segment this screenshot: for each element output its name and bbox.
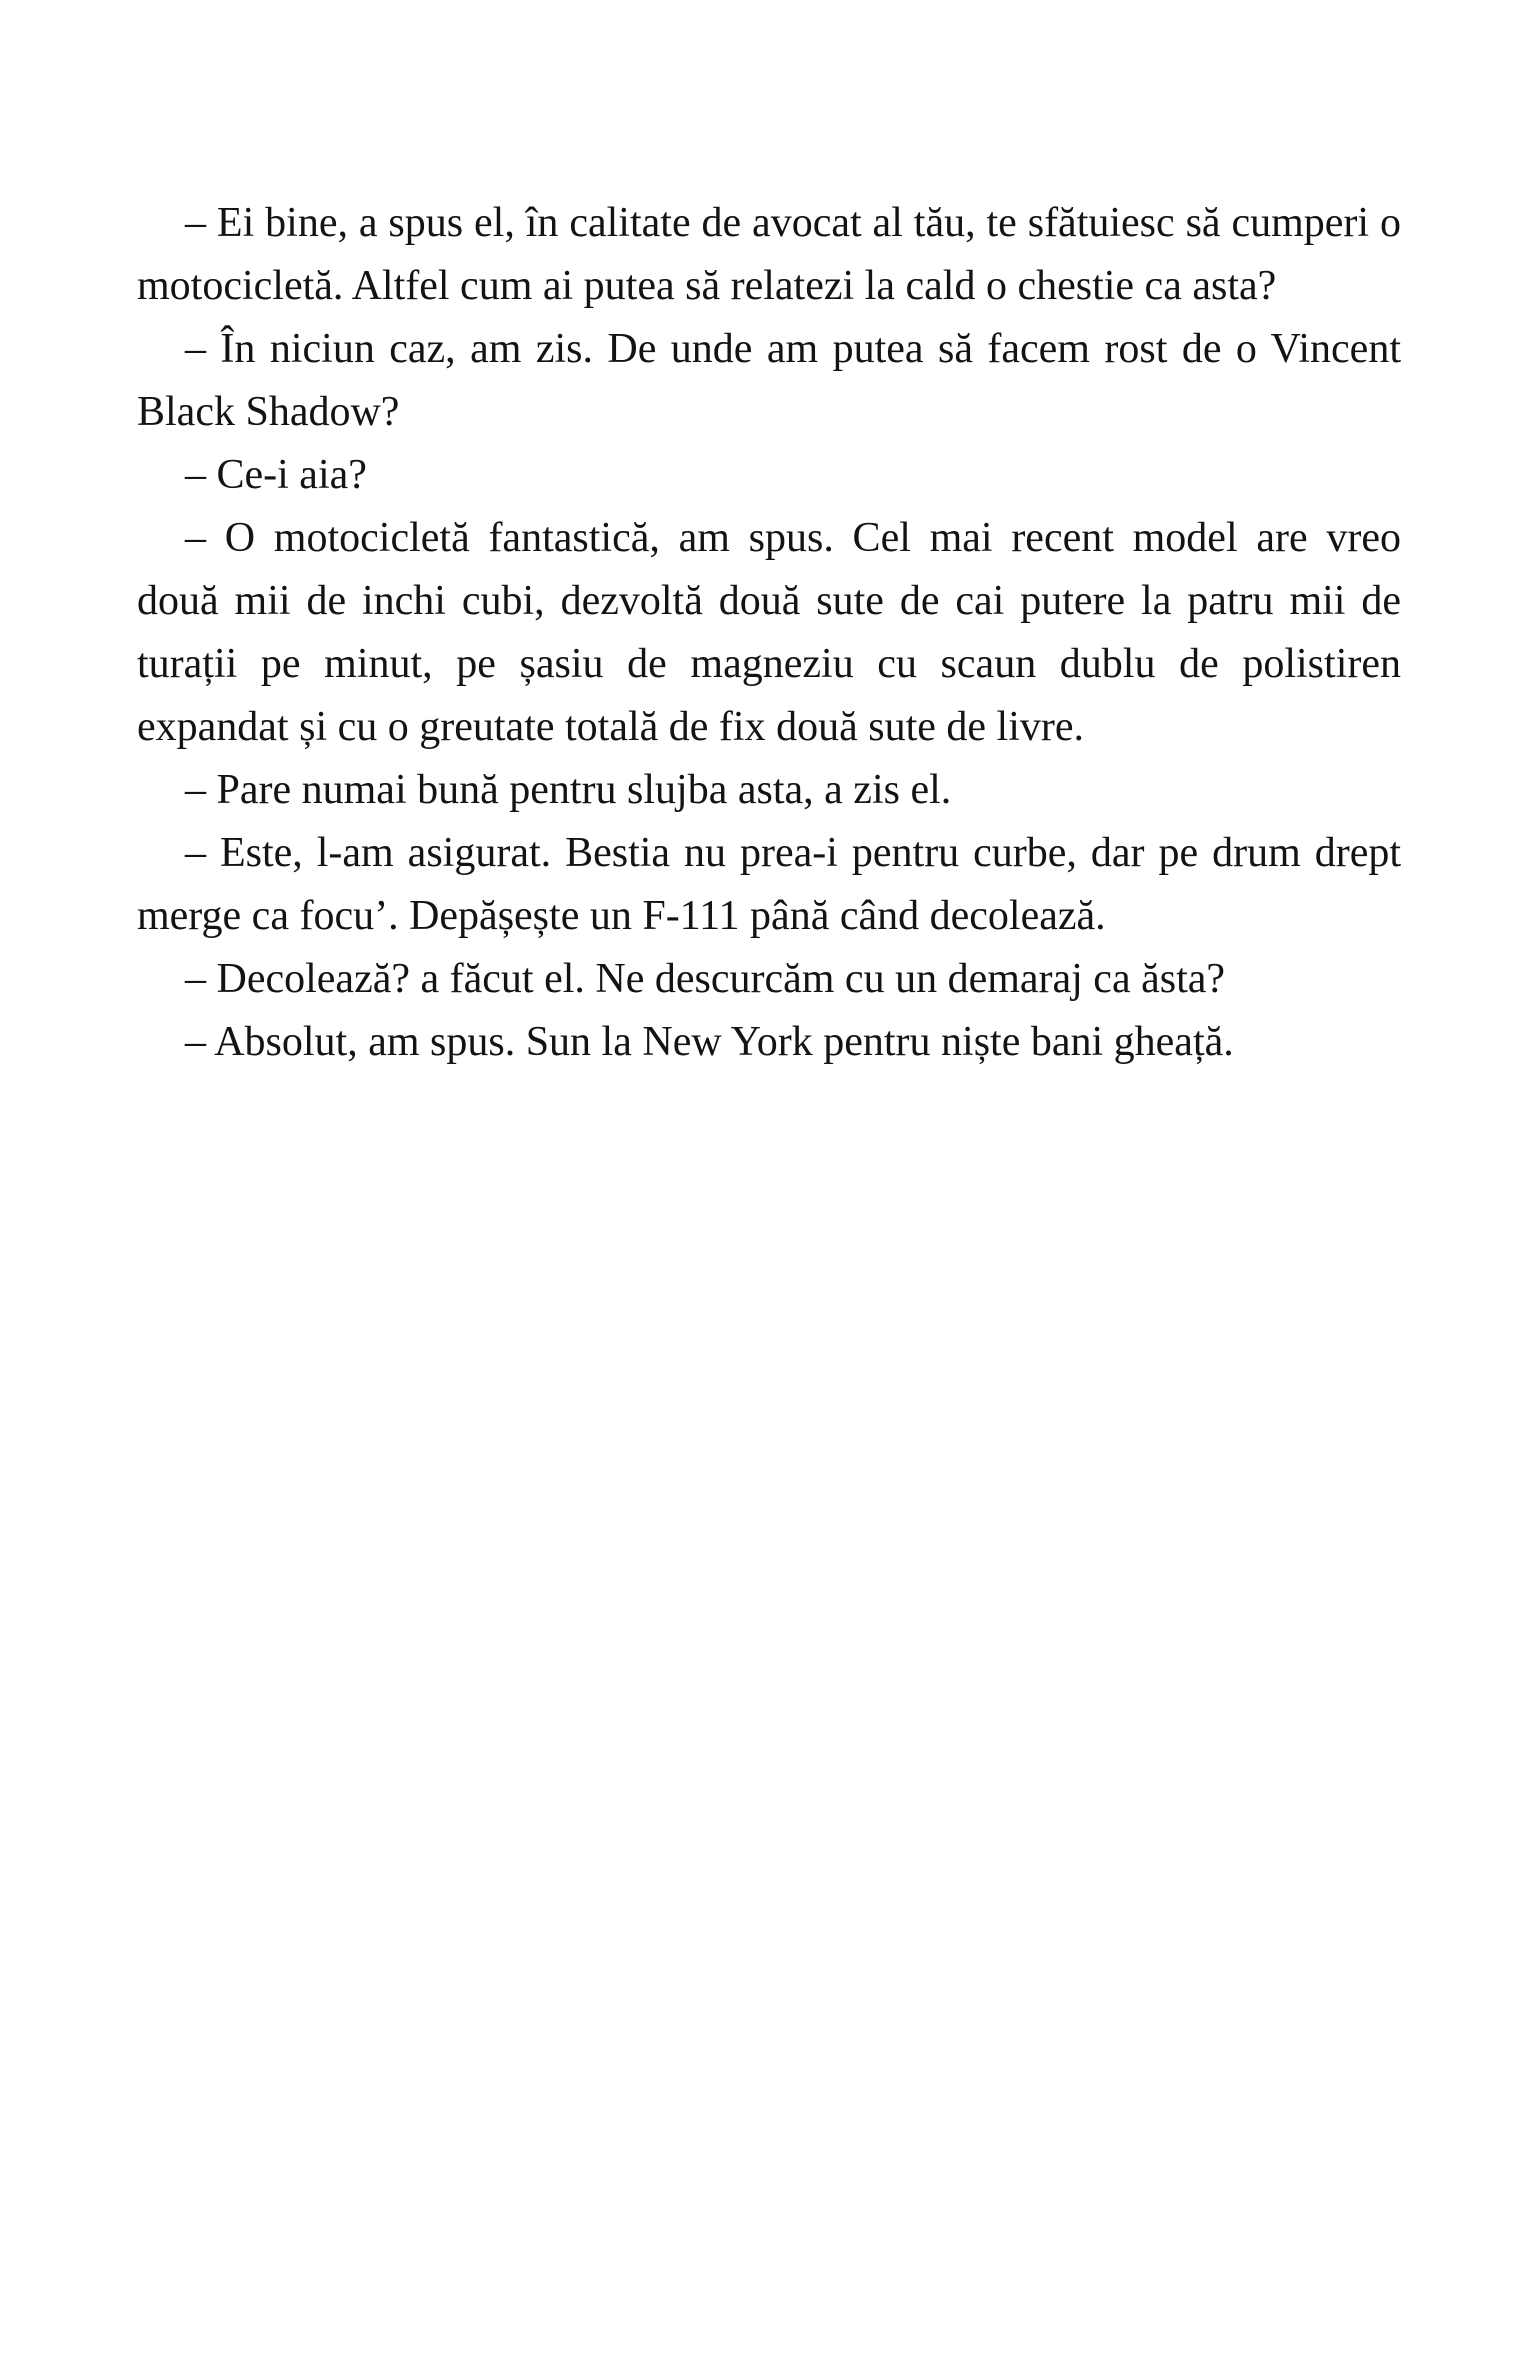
- body-text-block: [137, 192, 1401, 1074]
- paragraph: – Este, l-am asigurat. Bestia nu prea-i pentru curbe, dar pe drum drept merge ca focu’. Depășește un F-111 până când decolează.: [137, 830, 1401, 939]
- paragraph: – Pare numai bună pentru slujba asta, a zis el.: [185, 767, 952, 813]
- paragraph: – În niciun caz, am zis. De unde am putea să facem rost de o Vincent Black Shadow?: [137, 326, 1401, 435]
- paragraph: – Decolează? a făcut el. Ne descurcăm cu un demaraj ca ăsta?: [185, 956, 1226, 1002]
- paragraph: – Ei bine, a spus el, în calitate de avocat al tău, te sfătuiesc să cumperi o motocicletă. Altfel cum ai putea să relatezi la cald o chestie ca asta?: [137, 200, 1401, 309]
- paragraph: – Ce-i aia?: [185, 452, 367, 498]
- paragraph: – Absolut, am spus. Sun la New York pentru niște bani gheață.: [185, 1019, 1234, 1065]
- paragraph: – O motocicletă fantastică, am spus. Cel mai recent model are vreo două mii de inchi cubi, dezvoltă două sute de cai putere la patru mii de turații pe minut, pe șasiu de magneziu cu scaun dublu de polistiren expandat și cu o greutate totală de fix două sute de livre.: [137, 515, 1401, 750]
